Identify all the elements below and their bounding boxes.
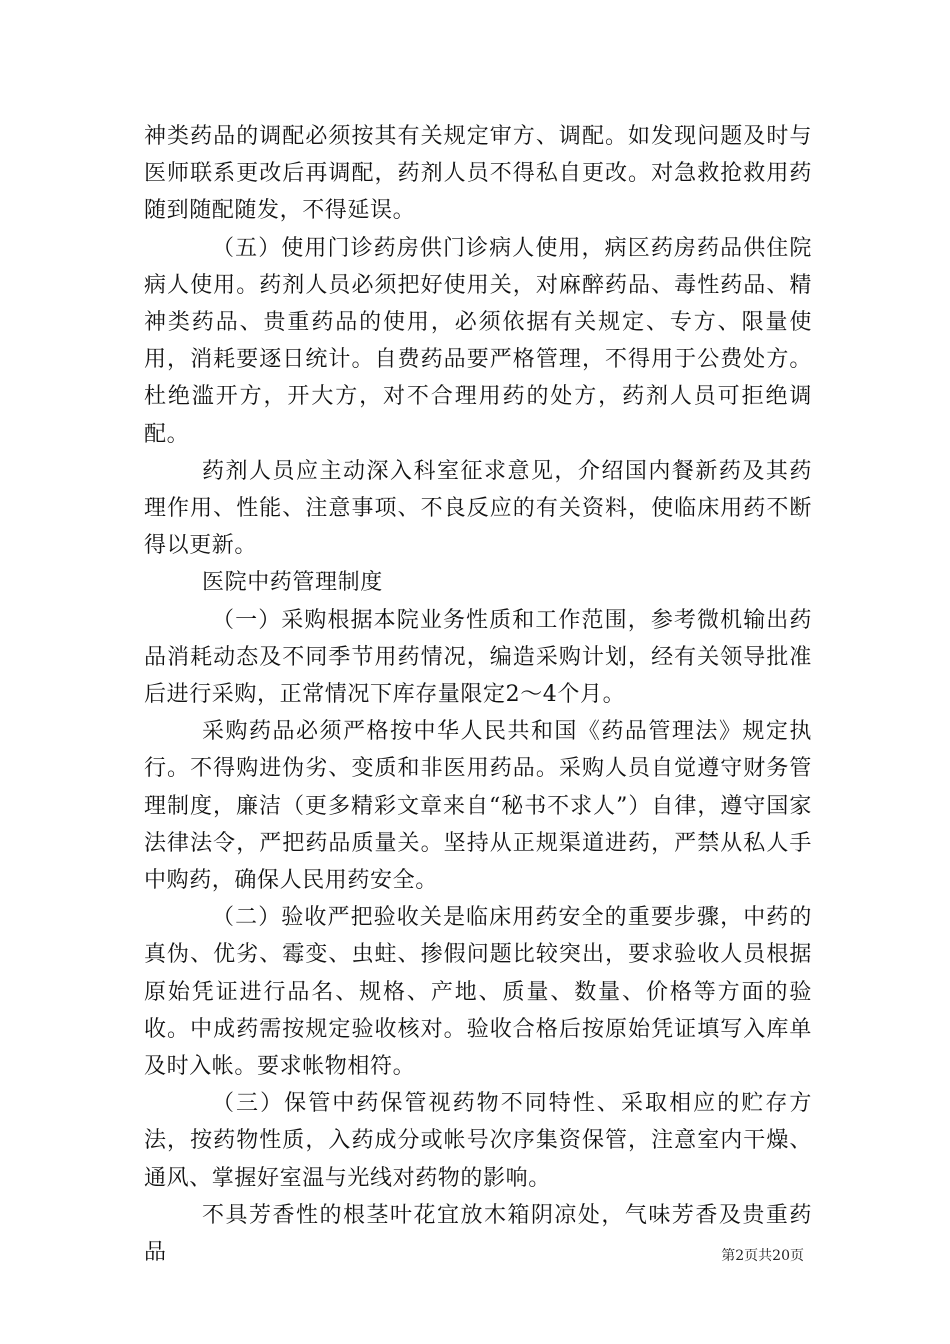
page-number: 第2页共20页 [721, 1248, 804, 1264]
paragraph-2: （五）使用门诊药房供门诊病人使用，病区药房药品供住院病人使用。药剂人员必须把好使用关，对麻醉药品、毒性药品、精神类药品、贵重药品的使用，必须依据有关规定、专方、限量使用，消耗要逐日统计。自费药品要严格管理，不得用于公费处方。杜绝滥开方，开大方，对不合理用药的处方，药剂人员可拒绝调配。 [144, 235, 812, 447]
document-body [144, 118, 812, 1271]
section-heading: 医院中药管理制度 [202, 570, 383, 596]
paragraph-1: 神类药品的调配必须按其有关规定审方、调配。如发现问题及时与医师联系更改后再调配，药剂人员不得私自更改。对急救抢救用药随到随配随发，不得延误。 [144, 124, 812, 224]
paragraph-9: 不具芳香性的根茎叶花宜放木箱阴凉处，气味芳香及贵重药品 [144, 1202, 812, 1266]
paragraph-5: （一）采购根据本院业务性质和工作范围，参考微机输出药品消耗动态及不同季节用药情况，编造采购计划，经有关领导批准后进行采购，正常情况下库存量限定2～4个月。 [144, 607, 812, 708]
paragraph-7: （二）验收严把验收关是临床用药安全的重要步骤，中药的真伪、优劣、霉变、虫蛀、掺假问题比较突出，要求验收人员根据原始凭证进行品名、规格、产地、质量、数量、价格等方面的验收。中成药需按规定验收核对。验收合格后按原始凭证填写入库单及时入帐。要求帐物相符。 [144, 905, 812, 1080]
paragraph-3: 药剂人员应主动深入科室征求意见，介绍国内餐新药及其药理作用、性能、注意事项、不良反应的有关资料，使临床用药不断得以更新。 [144, 458, 812, 559]
paragraph-8: （三）保管中药保管视药物不同特性、采取相应的贮存方法，按药物性质，入药成分或帐号次序集资保管，注意室内干燥、通风、掌握好室温与光线对药物的影响。 [144, 1091, 812, 1191]
paragraph-6: 采购药品必须严格按中华人民共和国《药品管理法》规定执行。不得购进伪劣、变质和非医用药品。采购人员自觉遵守财务管理制度，廉洁（更多精彩文章来自“秘书不求人”）自律，遵守国家法律法令，严把药品质量关。坚持从正规渠道进药，严禁从私人手中购药，确保人民用药安全。 [144, 719, 812, 894]
